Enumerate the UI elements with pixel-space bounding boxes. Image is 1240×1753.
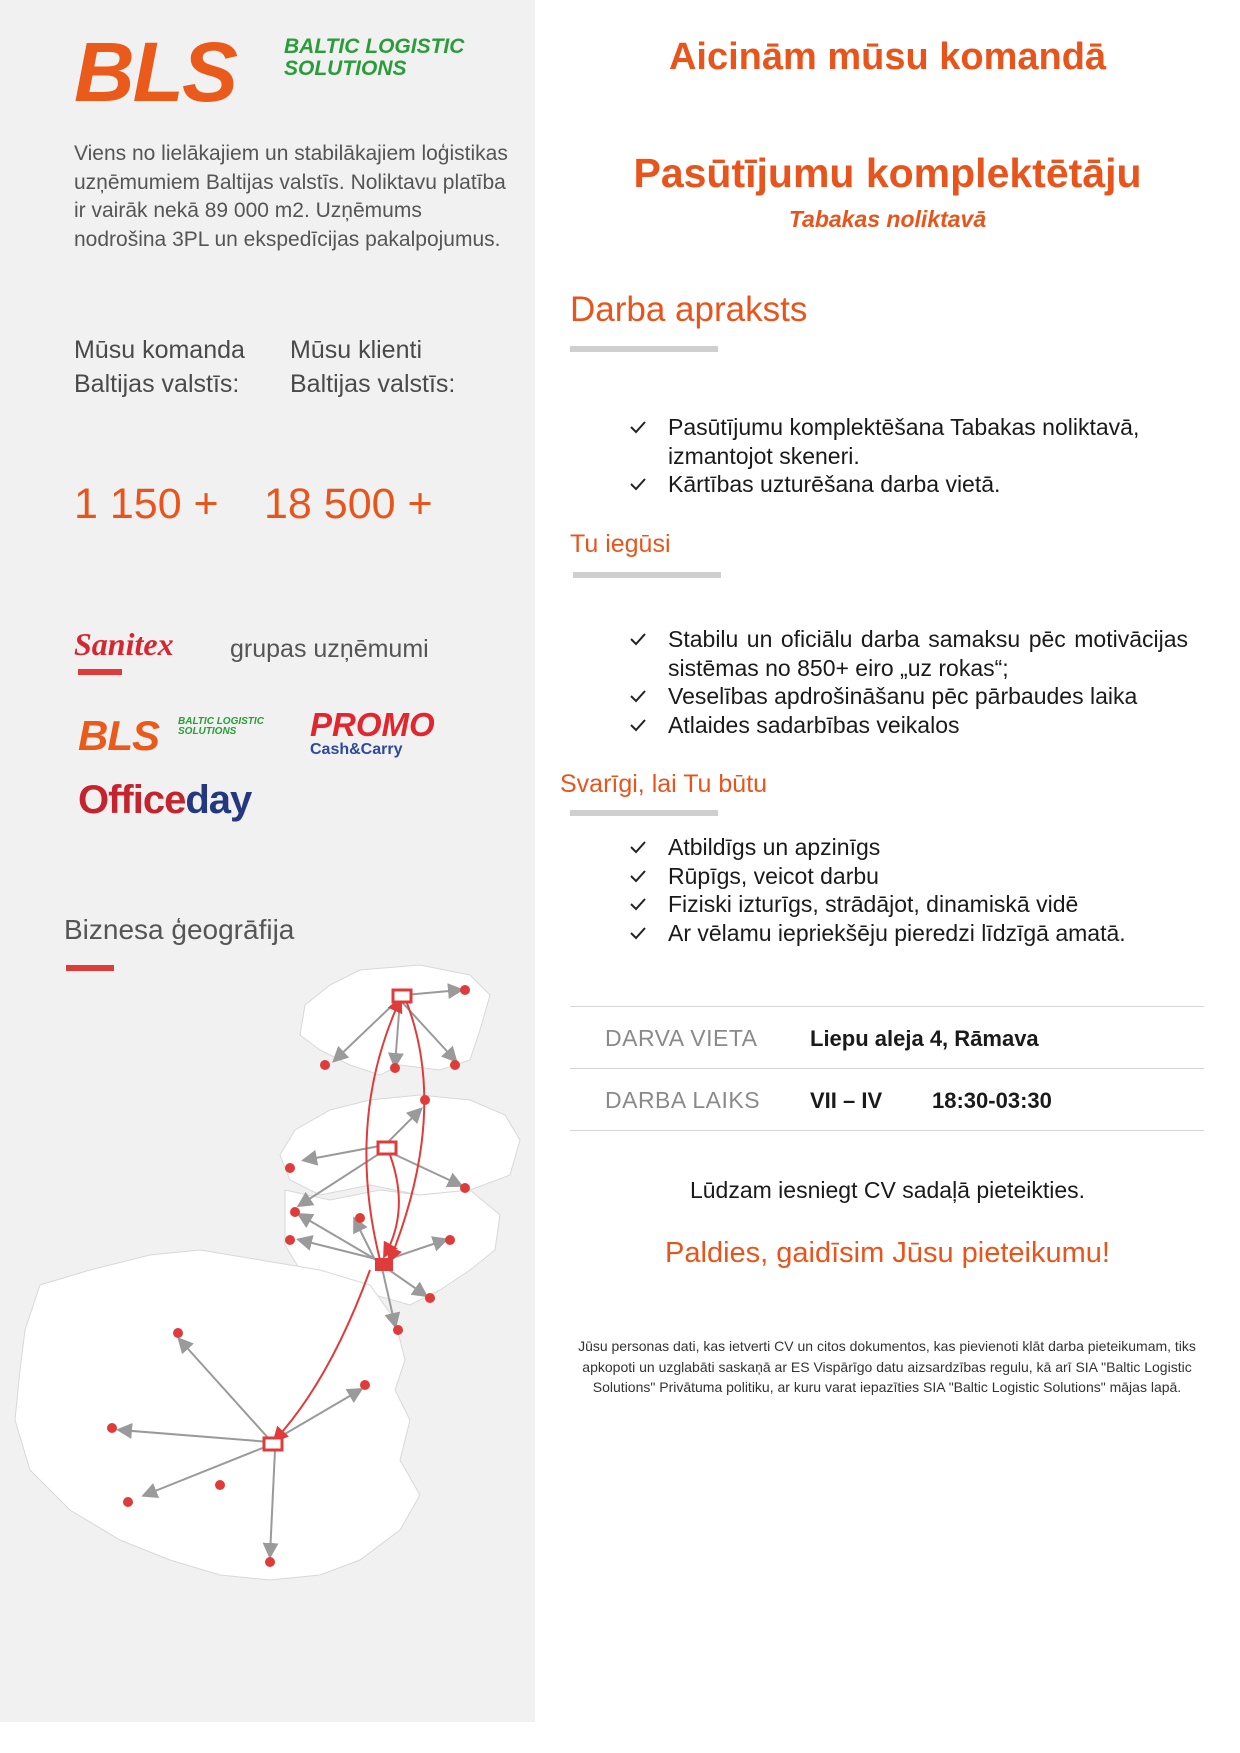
position-title: Pasūtījumu komplektētāju (633, 150, 1142, 196)
latvia-shape (280, 1095, 520, 1195)
bls-small-sub-line2: SOLUTIONS (178, 726, 237, 737)
list-item-text: Ar vēlamu iepriekšēju pieredzi līdzīgā amatā. (668, 919, 1126, 946)
benefits-list (628, 625, 1188, 739)
headline: Aicinām mūsu komandā (668, 36, 1107, 78)
stat-team-label-line1: Mūsu komanda (74, 336, 245, 364)
list-item-text: Kārtības uzturēšana darba vietā. (668, 471, 1001, 497)
officeday-logo (78, 778, 251, 823)
bls-small-sub-line1: BALTIC LOGISTIC (178, 716, 264, 727)
table-divider (570, 1006, 1204, 1007)
company-intro: Viens no lielākajiem un stabilākajiem loģistikas uzņēmumiem Baltijas valstīs. Noliktavu platība ir vairāk nekā 89 000 m2. Uzņēmums nodrošina 3PL un ekspedīcijas pakalpojumus. (74, 142, 508, 251)
work-time-days: VII – IV (810, 1088, 883, 1113)
list-item (628, 682, 1188, 711)
check-icon (628, 625, 648, 653)
job-description-list (628, 413, 1188, 499)
list-item (628, 919, 1188, 948)
bls-small-logo-subtitle (178, 717, 264, 737)
bls-small-logo: BLS (78, 712, 159, 759)
sanitex-logo: Sanitex (74, 626, 174, 662)
list-item (628, 862, 1188, 891)
promo-logo: PROMO (310, 706, 435, 743)
list-item (628, 470, 1188, 499)
check-icon (628, 413, 648, 441)
sanitex-group-label: grupas uzņēmumi (230, 635, 429, 663)
table-divider (570, 1068, 1204, 1069)
section-job-description: Darba apraksts (570, 290, 808, 329)
table-divider (570, 1130, 1204, 1131)
divider-bar (78, 669, 122, 675)
list-item-text: Stabilu un oficiālu darba samaksu pēc motivācijas sistēmas no 850+ eiro „uz rokas“; (668, 626, 1188, 681)
stat-clients-label (290, 333, 455, 401)
privacy-notice: Jūsu personas dati, kas ietverti CV un citos dokumentos, kas pievienoti klāt darba pieteikumam, tiks apkopoti un uzglabāti saskaņā ar ES Vispārīgo datu aizsardzības regulu, kā arī SIA "Baltic Logistic Solutions" Privātuma politiku, ar kuru varat iepazīties SIA "Baltic Logistic Solutions" mājas lapā. (578, 1338, 1196, 1395)
promo-logo-subtitle: Cash&Carry (310, 741, 403, 758)
stat-clients-label-line2: Baltijas valstīs: (290, 370, 456, 398)
cv-instruction: Lūdzam iesniegt CV sadaļā pieteikties. (689, 1177, 1086, 1203)
list-item-text: Rūpīgs, veicot darbu (668, 862, 879, 889)
stat-clients-value: 18 500 + (264, 480, 433, 528)
requirements-list (628, 833, 1188, 947)
section-requirements: Svarīgi, lai Tu būtu (560, 770, 768, 798)
business-geography-map (0, 950, 535, 1650)
logo-sub-line2: SOLUTIONS (284, 57, 407, 80)
check-icon (628, 682, 648, 710)
list-item (628, 711, 1188, 740)
left-sidebar (0, 0, 535, 1722)
position-subtitle: Tabakas noliktavā (788, 206, 987, 232)
section-underline (570, 810, 718, 816)
check-icon (628, 919, 648, 947)
hub-riga (378, 1142, 396, 1154)
thanks-message: Paldies, gaidīsim Jūsu pieteikumu! (665, 1237, 1110, 1269)
list-item (628, 890, 1188, 919)
section-underline (573, 572, 721, 578)
hub-kaunas (375, 1258, 393, 1271)
stat-team-label (74, 333, 245, 401)
section-underline (570, 346, 718, 352)
list-item-text: Fiziski izturīgs, strādājot, dinamiskā vidē (668, 891, 1079, 917)
work-place-label: DARVA VIETA (605, 1025, 758, 1051)
bls-logo: BLS (74, 25, 236, 119)
bls-logo-subtitle (284, 36, 464, 80)
list-item (628, 625, 1188, 682)
hub-tallinn (393, 990, 411, 1002)
stat-team-label-line2: Baltijas valstīs: (74, 370, 240, 398)
work-time-hours: 18:30-03:30 (932, 1088, 1052, 1113)
list-item (628, 833, 1188, 862)
officeday-part1: Office (78, 778, 186, 822)
officeday-part2: day (185, 778, 252, 822)
stat-team-value: 1 150 + (74, 480, 219, 528)
section-benefits: Tu iegūsi (570, 530, 671, 558)
list-item (628, 413, 1188, 470)
check-icon (628, 711, 648, 739)
list-item-text: Pasūtījumu komplektēšana Tabakas noliktavā, izmantojot skeneri. (668, 414, 1140, 469)
work-place-value: Liepu aleja 4, Rāmava (810, 1026, 1039, 1051)
check-icon (628, 470, 648, 498)
check-icon (628, 862, 648, 890)
list-item-text: Atbildīgs un apzinīgs (668, 834, 881, 860)
list-item-text: Veselības apdrošināšanu pēc pārbaudes laika (668, 683, 1138, 709)
stat-clients-label-line1: Mūsu klienti (290, 336, 422, 364)
hub-warsaw (264, 1438, 282, 1450)
check-icon (628, 833, 648, 861)
work-time-label: DARBA LAIKS (605, 1087, 761, 1113)
geography-title: Biznesa ģeogrāfija (64, 914, 295, 945)
logo-sub-line1: BALTIC LOGISTIC (284, 35, 465, 58)
list-item-text: Atlaides sadarbības veikalos (668, 711, 960, 738)
check-icon (628, 890, 648, 918)
